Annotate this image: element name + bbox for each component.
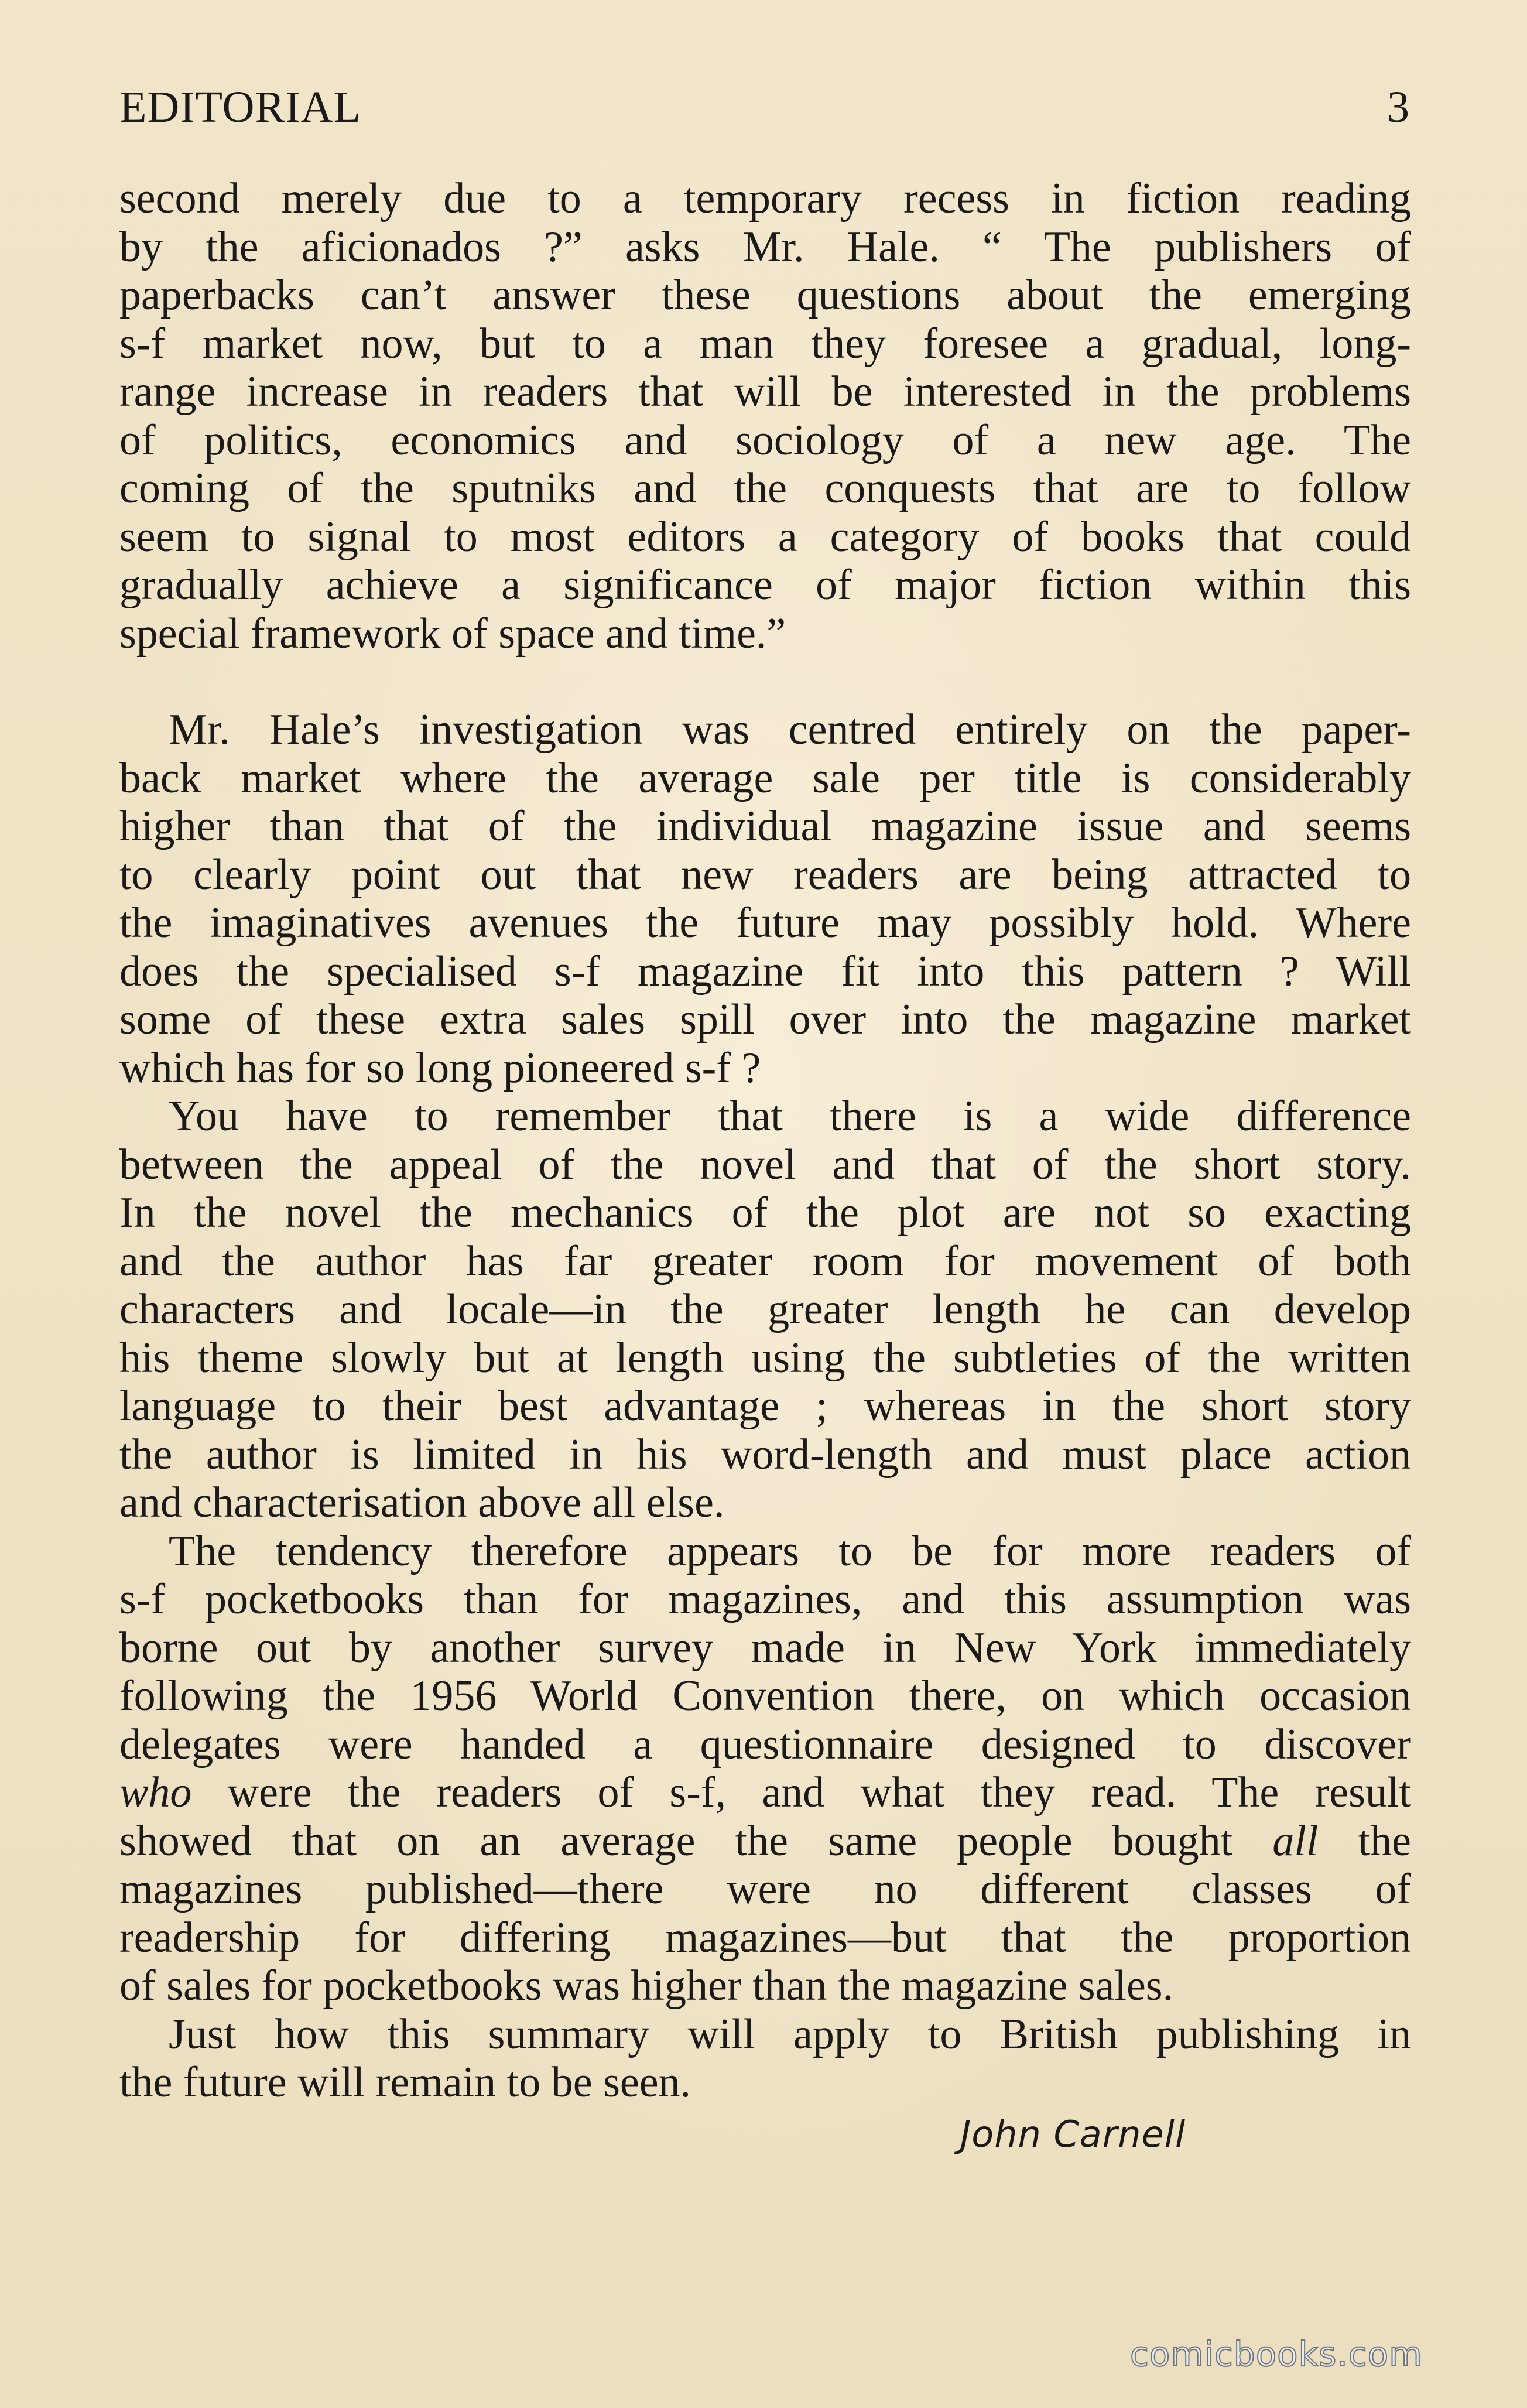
paragraph-3 [119, 1092, 1411, 1527]
text-line: and the author has far greater room for movement of both [119, 1237, 1411, 1285]
text-line [119, 1769, 1411, 1817]
text-line: following the 1956 World Convention there, on which occasion [119, 1672, 1411, 1720]
text-line: of politics, economics and sociology of a new age. The [119, 416, 1411, 464]
text-line: does the specialised s-f magazine fit into this pattern ? Will [119, 947, 1411, 996]
text-line: range increase in readers that will be interested in the problems [119, 368, 1411, 416]
text-line: delegates were handed a questionnaire designed to discover [119, 1720, 1411, 1769]
text-line: to clearly point out that new readers are being attracted to [119, 850, 1411, 899]
paragraph-5 [119, 2010, 1411, 2107]
text-line: characters and locale—in the greater length he can develop [119, 1285, 1411, 1333]
text-line: seem to signal to most editors a category of books that could [119, 512, 1411, 561]
text-line: higher than that of the individual magazine issue and seems [119, 802, 1411, 850]
text-line: readership for differing magazines—but that the proportion [119, 1913, 1411, 1962]
text-line: Mr. Hale’s investigation was centred entirely on the paper- [169, 706, 1411, 754]
text-line: of sales for pocketbooks was higher than the magazine sales. [119, 1962, 1174, 2010]
watermark: comicbooks.com [1130, 2334, 1423, 2374]
text-run: were the readers of s-f, and what they read. The result [191, 1769, 1411, 1817]
emphasis-all: all [1272, 1817, 1319, 1865]
text-run: the [1318, 1817, 1411, 1865]
text-line: the future will remain to be seen. [119, 2058, 691, 2106]
paragraph-gap [119, 658, 1411, 706]
text-line: by the aficionados ?” asks Mr. Hale. “ The publishers of [119, 223, 1411, 271]
text-line: which has for so long pioneered s-f ? [119, 1044, 761, 1092]
text-line: between the appeal of the novel and that of the short story. [119, 1140, 1411, 1189]
paragraph-4 [119, 1527, 1411, 2010]
paragraph-1 [119, 175, 1411, 658]
text-line: s-f market now, but to a man they foresee a gradual, long- [119, 319, 1411, 368]
page-number: 3 [1387, 83, 1410, 132]
text-line: gradually achieve a significance of major fiction within this [119, 561, 1411, 609]
text-line: his theme slowly but at length using the subtleties of the written [119, 1333, 1411, 1382]
text-line: You have to remember that there is a wide difference [169, 1092, 1411, 1140]
text-line: borne out by another survey made in New York immediately [119, 1623, 1411, 1672]
section-title: EDITORIAL [119, 83, 361, 132]
text-line: special framework of space and time.” [119, 609, 786, 658]
text-line [119, 1817, 1411, 1866]
text-line: s-f pocketbooks than for magazines, and this assumption was [119, 1575, 1411, 1623]
paragraph-2 [119, 706, 1411, 1092]
text-line: and characterisation above all else. [119, 1479, 725, 1527]
running-header [119, 82, 1410, 133]
text-line: the imaginatives avenues the future may possibly hold. Where [119, 899, 1411, 947]
text-line: second merely due to a temporary recess in fiction reading [119, 175, 1411, 223]
text-run: showed that on an average the same people bought [119, 1817, 1273, 1865]
text-line: Just how this summary will apply to British publishing in [169, 2010, 1411, 2058]
text-line: magazines published—there were no different classes of [119, 1865, 1411, 1913]
text-line: paperbacks can’t answer these questions about the emerging [119, 271, 1411, 319]
text-line: language to their best advantage ; whereas in the short story [119, 1382, 1411, 1430]
editorial-body [119, 175, 1411, 2107]
text-line: The tendency therefore appears to be for more readers of [169, 1527, 1411, 1575]
author-signature: John Carnell [960, 2113, 1186, 2156]
text-line: In the novel the mechanics of the plot are not so exacting [119, 1189, 1411, 1237]
text-line: the author is limited in his word-length and must place action [119, 1430, 1411, 1479]
text-line: back market where the average sale per title is considerably [119, 754, 1411, 802]
text-line: coming of the sputniks and the conquests that are to follow [119, 464, 1411, 512]
text-line: some of these extra sales spill over into the magazine market [119, 996, 1411, 1044]
emphasis-who: who [119, 1769, 192, 1817]
